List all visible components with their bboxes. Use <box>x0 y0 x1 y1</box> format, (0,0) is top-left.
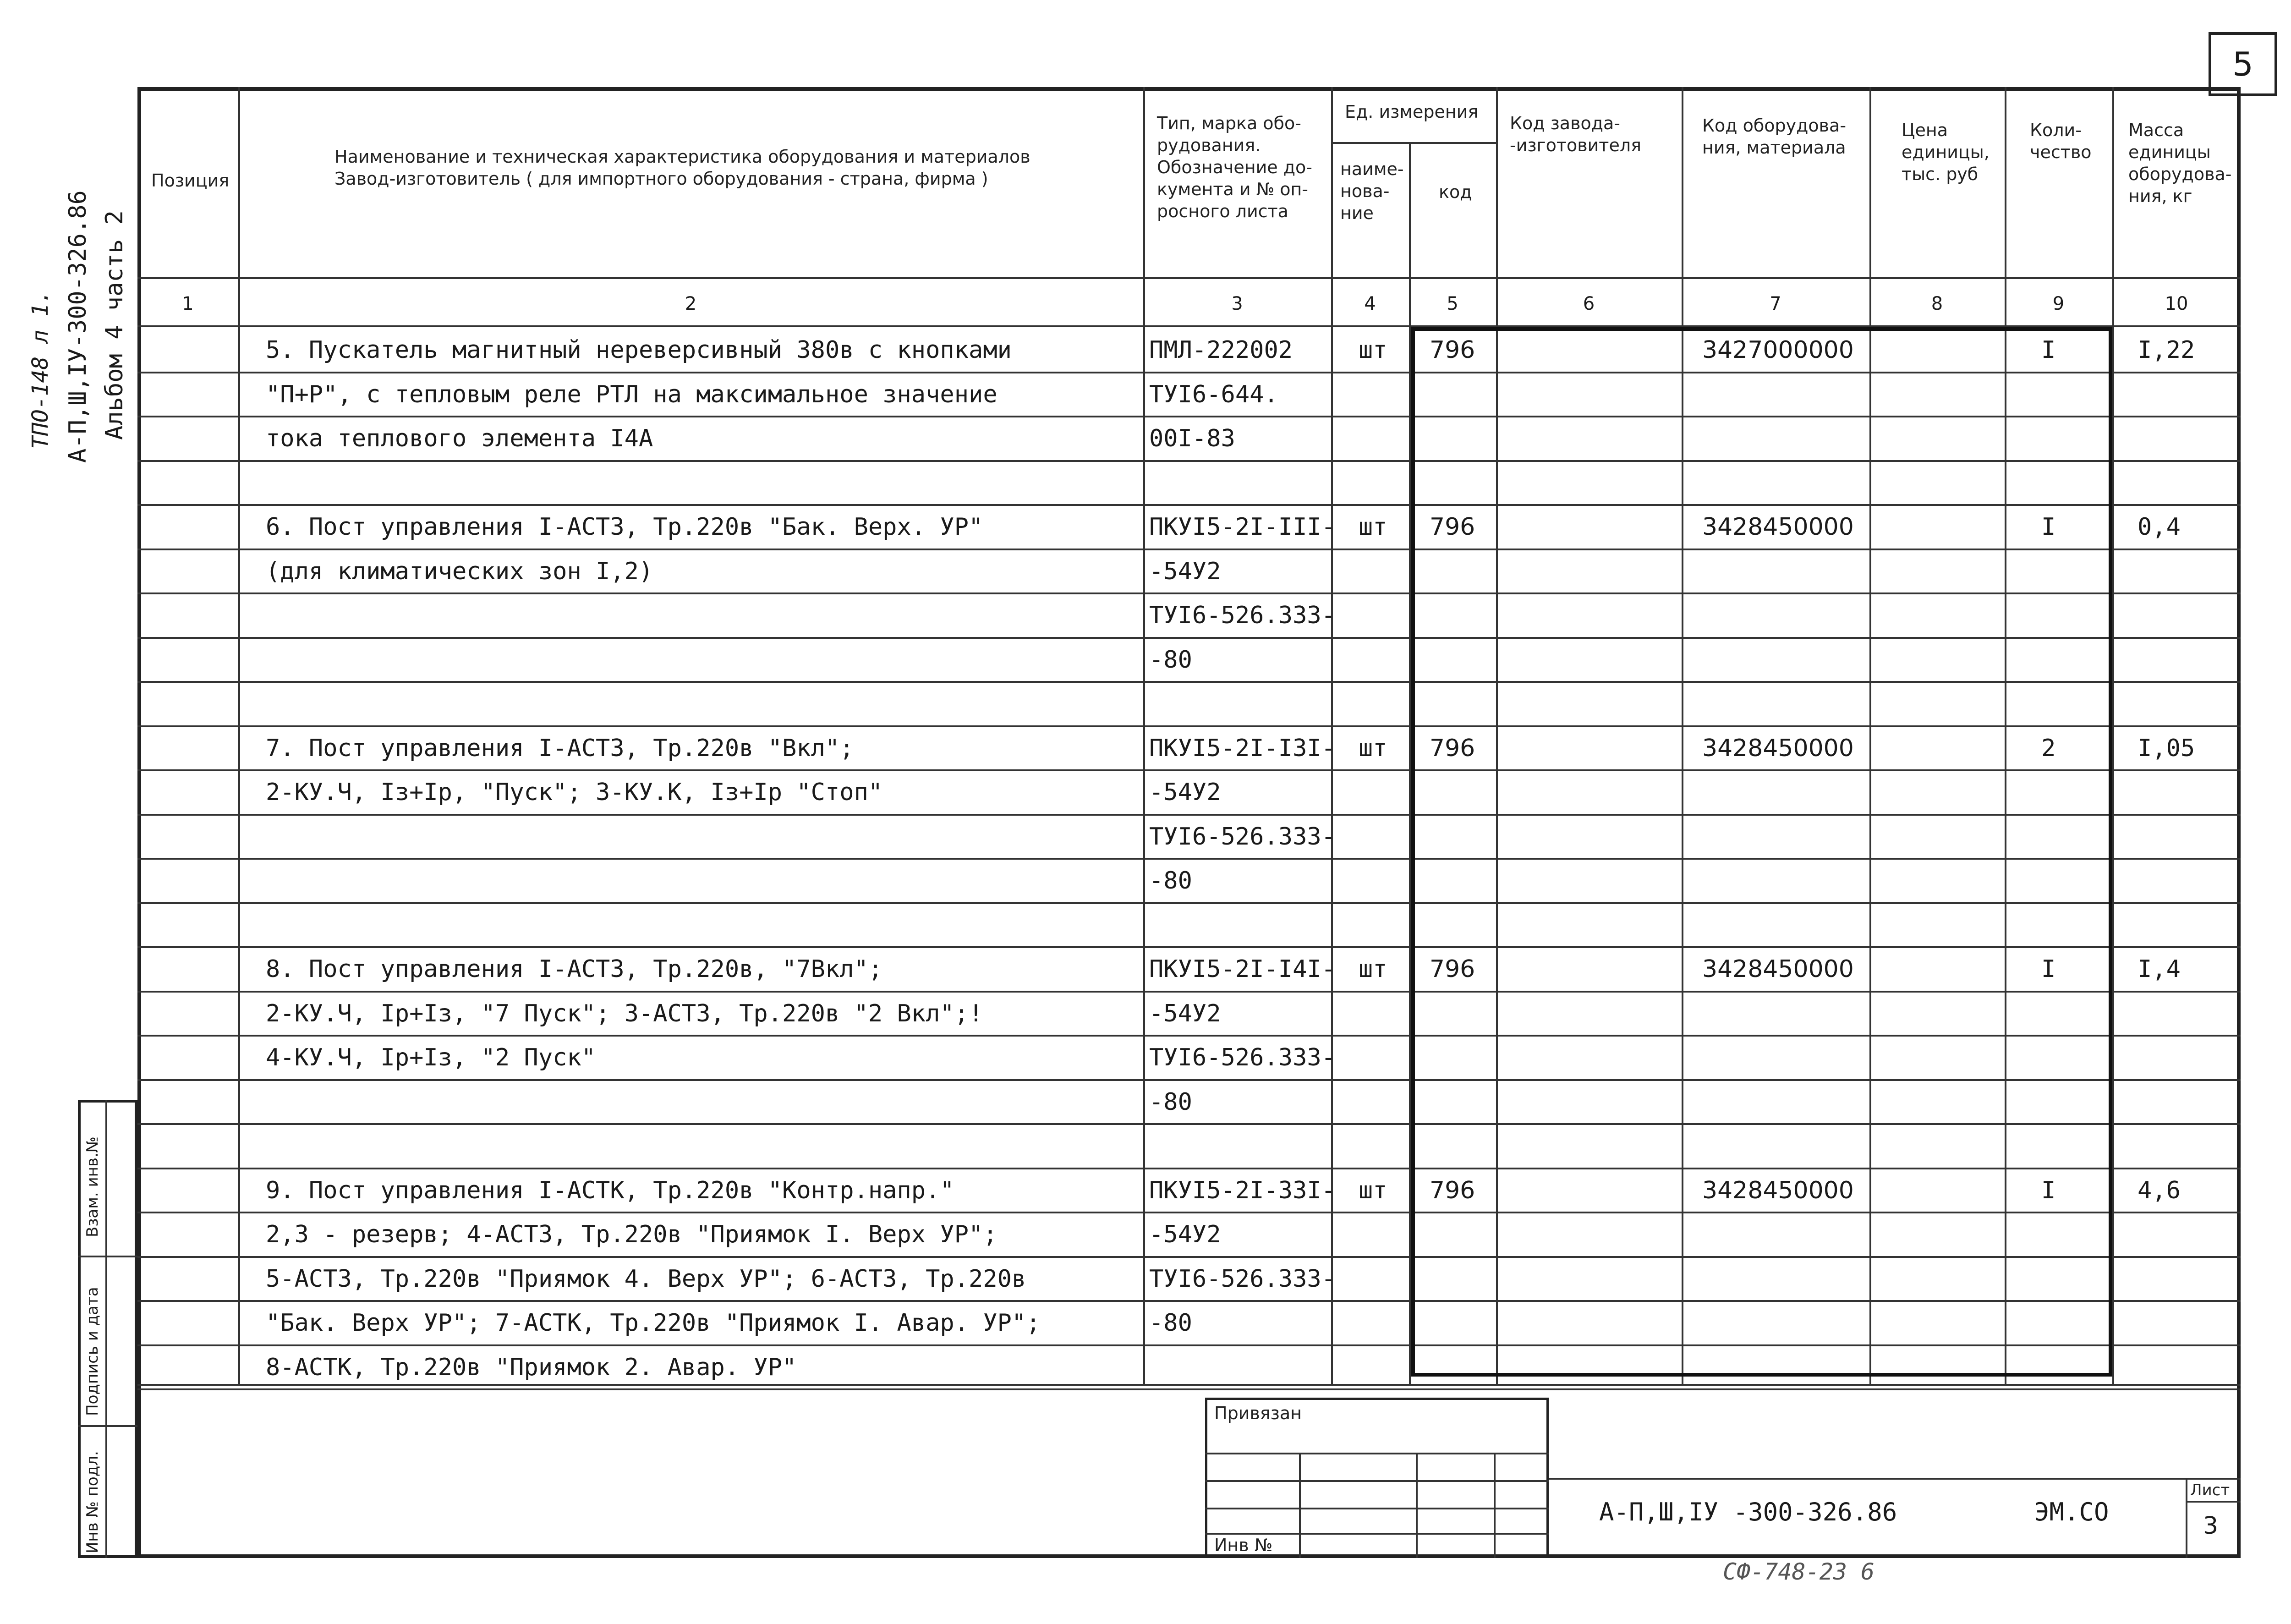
stamp-inv-label: Инв № подл. <box>83 1451 102 1553</box>
item-unit: шт <box>1359 735 1387 762</box>
item-mass: 4,6 <box>2138 1177 2181 1204</box>
item-quantity: I <box>2041 336 2056 364</box>
item-description: тока теплового элемента I4А <box>266 425 653 452</box>
header-unit-name-line: нова- <box>1340 181 1390 201</box>
header-type-line: рудования. <box>1157 135 1261 155</box>
item-equipment-code: 3428450000 <box>1702 513 1854 541</box>
item-type: -54У2 <box>1149 558 1221 585</box>
header-price-line: единицы, <box>1902 142 1990 162</box>
header-unit-name <box>1340 158 1404 224</box>
item-type: ТУI6-526.333- <box>1149 1265 1336 1293</box>
binding-label: Привязан <box>1214 1403 1302 1423</box>
header-unit-code: код <box>1439 182 1472 202</box>
item-type: ТУI6-526.333- <box>1149 602 1336 629</box>
item-description: "П+Р", с тепловым реле РТЛ на максимальное значение <box>266 381 998 408</box>
item-equipment-code: 3428450000 <box>1702 735 1854 762</box>
side-ref: ТПО-148 л 1. <box>27 290 53 449</box>
item-mass: 0,4 <box>2138 513 2181 541</box>
stamp-divider <box>78 1425 137 1427</box>
header-type-line: Обозначение до- <box>1157 157 1312 177</box>
document-mark: ЭМ.СО <box>2034 1498 2109 1526</box>
item-type: ПКУI5-2I-I4I- <box>1149 955 1336 983</box>
header-quantity-line: Коли- <box>2030 120 2082 140</box>
item-type: ТУI6-526.333- <box>1149 1044 1336 1071</box>
header-name-line1: Наименование и техническая характеристика оборудования и материалов <box>334 147 1030 167</box>
item-unit-code: 796 <box>1430 955 1475 983</box>
title-divider <box>2186 1478 2187 1558</box>
highlight-box <box>1411 327 2112 1377</box>
stamp-vzam-label: Взам. инв.№ <box>83 1136 102 1237</box>
column-divider <box>2112 87 2114 1384</box>
item-type: -54У2 <box>1149 779 1221 806</box>
binding-divider <box>1494 1453 1496 1558</box>
header-units: Ед. измерения <box>1345 102 1479 122</box>
header-divider <box>137 277 2241 279</box>
footer-code: СФ-748-23 6 <box>1723 1558 1875 1585</box>
item-mass: I,22 <box>2138 336 2195 364</box>
item-description: 8-АСТК, Тр.220в "Приямок 2. Авар. УР" <box>266 1354 797 1381</box>
item-description: 4-КУ.Ч, Iр+Iз, "2 Пуск" <box>266 1044 596 1071</box>
column-divider <box>1409 142 1411 1384</box>
header-equip-code <box>1702 115 1846 159</box>
binding-divider <box>1205 1508 1549 1509</box>
header-price-line: тыс. руб <box>1902 164 1979 184</box>
item-type: ТУI6-644. <box>1149 381 1278 408</box>
item-mass: I,4 <box>2138 955 2181 983</box>
item-description: 5-АСТЗ, Тр.220в "Приямок 4. Верх УР"; 6-АСТЗ, Тр.220в <box>266 1265 1026 1293</box>
stamp-divider <box>105 1100 107 1558</box>
header-mass-line: оборудова- <box>2128 164 2232 184</box>
item-type: -80 <box>1149 646 1192 674</box>
binding-divider <box>1205 1453 1549 1454</box>
header-plant-code-line: Код завода- <box>1510 113 1620 133</box>
item-unit: шт <box>1359 1177 1387 1204</box>
item-unit: шт <box>1359 336 1387 364</box>
header-price-line: Цена <box>1902 120 1948 140</box>
item-description: 2-КУ.Ч, Iз+Iр, "Пуск"; 3-КУ.К, Iз+Iр "Стоп" <box>266 779 883 806</box>
item-type: ТУI6-526.333- <box>1149 823 1336 850</box>
header-type-line: кумента и № оп- <box>1157 179 1309 199</box>
table-bottom <box>137 1384 2241 1386</box>
item-quantity: I <box>2041 955 2056 983</box>
item-unit-code: 796 <box>1430 336 1475 364</box>
header-mass-line: ния, кг <box>2128 186 2192 206</box>
item-description: "Бак. Верх УР"; 7-АСТК, Тр.220в "Приямок I. Авар. УР"; <box>266 1309 1041 1337</box>
header-equip-code-line: ния, материала <box>1702 137 1846 158</box>
header-price <box>1902 119 1990 185</box>
side-code: А-П,Ш,IУ-300-326.86 <box>64 190 92 463</box>
item-unit-code: 796 <box>1430 1177 1475 1204</box>
column-number: 9 <box>2052 293 2065 314</box>
header-equip-code-line: Код оборудова- <box>1702 115 1847 136</box>
item-description: (для климатических зон I,2) <box>266 558 653 585</box>
column-number: 5 <box>1447 293 1458 314</box>
binding-divider <box>1416 1453 1418 1558</box>
column-number: 2 <box>685 293 697 314</box>
units-divider <box>1331 142 1496 144</box>
header-mass-line: Масса <box>2128 120 2184 140</box>
item-type: -54У2 <box>1149 1221 1221 1248</box>
item-type: ПКУI5-2I-33I- <box>1149 1177 1336 1204</box>
header-mass-line: единицы <box>2128 142 2211 162</box>
item-quantity: I <box>2041 513 2056 541</box>
item-quantity: I <box>2041 1177 2056 1204</box>
column-number: 4 <box>1364 293 1376 314</box>
header-unit-name-line: ние <box>1340 203 1374 223</box>
item-unit: шт <box>1359 513 1387 541</box>
item-description: 7. Пост управления I-АСТЗ, Тр.220в "Вкл"; <box>266 735 854 762</box>
item-description: 5. Пускатель магнитный нереверсивный 380в с кнопками <box>266 336 1012 364</box>
row-line <box>137 1388 2241 1390</box>
column-divider <box>1143 87 1145 1384</box>
column-number: 3 <box>1231 293 1243 314</box>
item-unit-code: 796 <box>1430 735 1475 762</box>
column-number: 1 <box>182 293 194 314</box>
binding-divider <box>1205 1480 1549 1482</box>
item-description: 6. Пост управления I-АСТЗ, Тр.220в "Бак. Верх. УР" <box>266 513 983 541</box>
list-label: Лист <box>2190 1481 2230 1499</box>
binding-divider <box>1299 1453 1301 1558</box>
column-divider <box>238 87 240 1384</box>
item-quantity: 2 <box>2041 735 2056 762</box>
side-album: Альбом 4 часть 2 <box>101 210 128 440</box>
item-equipment-code: 3427000000 <box>1702 336 1854 364</box>
list-number: 3 <box>2203 1512 2219 1540</box>
header-position: Позиция <box>151 170 230 191</box>
item-type: -80 <box>1149 1088 1192 1116</box>
header-type-line: росного листа <box>1157 201 1288 221</box>
header-quantity <box>2030 119 2092 163</box>
item-type: -80 <box>1149 1309 1192 1337</box>
item-description: 9. Пост управления I-АСТК, Тр.220в "Контр.напр." <box>266 1177 954 1204</box>
header-type-line: Тип, марка обо- <box>1157 113 1301 133</box>
item-type: 00I-83 <box>1149 425 1235 452</box>
inventory-number-label: Инв № <box>1214 1535 1273 1555</box>
item-description: 2,3 - резерв; 4-АСТЗ, Тр.220в "Приямок I. Верх УР"; <box>266 1221 998 1248</box>
header-plant-code <box>1510 112 1641 156</box>
header-type <box>1157 112 1312 222</box>
item-type: ПМЛ-222002 <box>1149 336 1293 364</box>
item-description: 8. Пост управления I-АСТЗ, Тр.220в, "7Вкл"; <box>266 955 883 983</box>
stamp-sign-label: Подпись и дата <box>83 1287 102 1416</box>
item-unit-code: 796 <box>1430 513 1475 541</box>
header-mass <box>2128 119 2231 207</box>
item-mass: I,05 <box>2138 735 2195 762</box>
header-plant-code-line: -изготовителя <box>1510 135 1641 155</box>
header-name-line2: Завод-изготовитель ( для импортного оборудования - страна, фирма ) <box>334 169 988 189</box>
stamp-divider <box>78 1256 137 1257</box>
column-number: 10 <box>2165 293 2188 314</box>
document-designation: А-П,Ш,IУ -300-326.86 <box>1599 1498 1897 1526</box>
header-quantity-line: чество <box>2030 142 2092 162</box>
column-number: 7 <box>1770 293 1781 314</box>
item-unit: шт <box>1359 955 1387 983</box>
item-type: ПКУI5-2I-I3I- <box>1149 735 1336 762</box>
sheet-number: 5 <box>2209 32 2277 96</box>
column-number: 8 <box>1931 293 1943 314</box>
header-unit-name-line: наиме- <box>1340 159 1404 179</box>
title-divider <box>1549 1478 2241 1480</box>
item-type: ПКУI5-2I-III- <box>1149 513 1336 541</box>
column-number: 6 <box>1583 293 1595 314</box>
item-description: 2-КУ.Ч, Iр+Iз, "7 Пуск"; 3-АСТЗ, Тр.220в "2 Вкл";! <box>266 1000 983 1027</box>
item-type: -54У2 <box>1149 1000 1221 1027</box>
item-type: -80 <box>1149 867 1192 894</box>
item-equipment-code: 3428450000 <box>1702 1177 1854 1204</box>
item-equipment-code: 3428450000 <box>1702 955 1854 983</box>
